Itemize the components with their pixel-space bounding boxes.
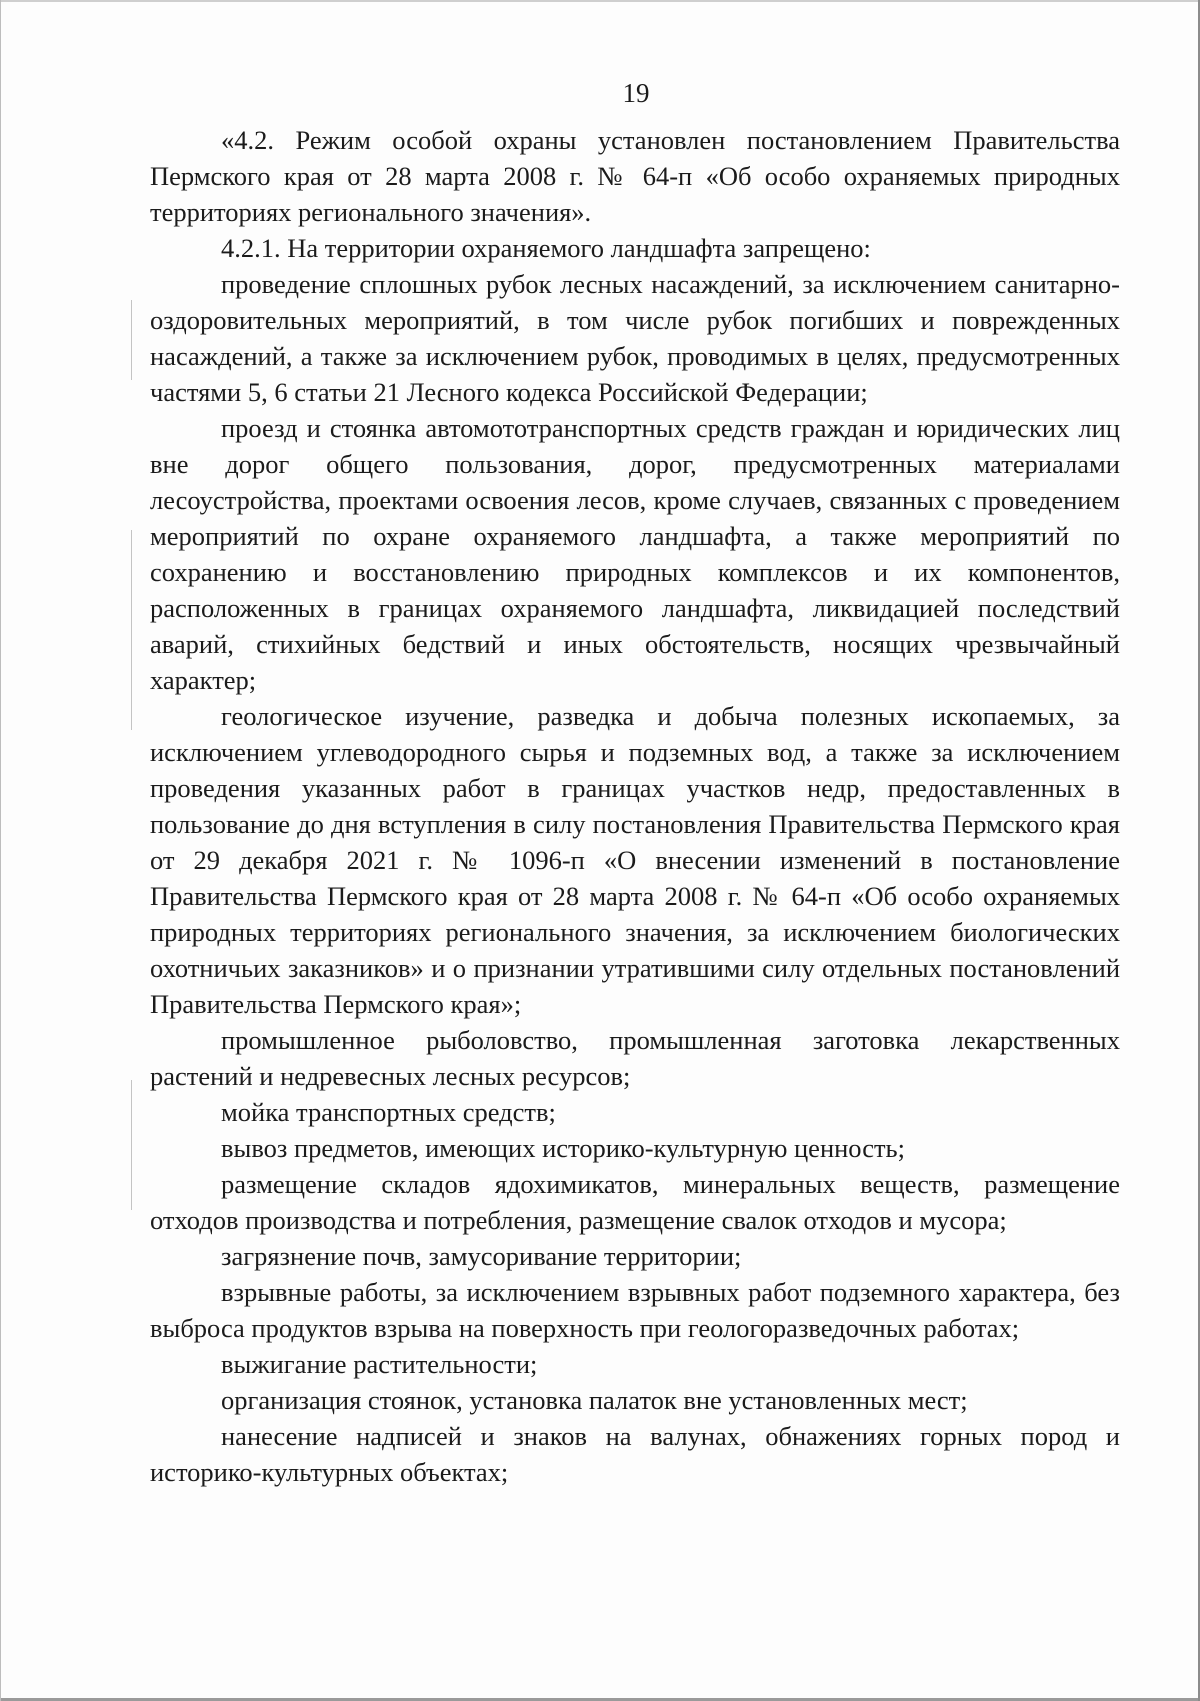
scan-margin-mark [131,1080,132,1210]
paragraph-4-2: «4.2. Режим особой охраны установлен постановлением Правительства Пермского края от 28 марта 2008 г. № 64-п «Об особо охраняемых природных территориях регионального значения». [150,125,1120,227]
scan-margin-mark [131,530,132,730]
scan-margin-mark [131,300,132,380]
list-item: взрывные работы, за исключением взрывных работ подземного характера, без выброса продуктов взрыва на поверхность при геологоразведочных работах; [150,1277,1120,1343]
scan-edge-top [1,0,1200,2]
list-item: размещение складов ядохимикатов, минеральных веществ, размещение отходов производства и потребления, размещение свалок отходов и мусора; [150,1169,1120,1235]
document-body [150,122,1120,1490]
list-item: загрязнение почв, замусоривание территории; [221,1241,742,1271]
list-item: выжигание растительности; [221,1349,538,1379]
list-item: проезд и стоянка автомототранспортных средств граждан и юридических лиц вне дорог общего пользования, дорог, предусмотренных материалами лесоустройства, проектами освоения лесов, кроме случаев, связанных с проведением мероприятий по охране охраняемого ландшафта, а также мероприятий по сохранению и восстановлению природных комплексов и их компонентов, расположенных в границах охраняемого ландшафта, ликвидацией последствий аварий, стихийных бедствий и иных обстоятельств, носящих чрезвычайный характер; [150,413,1120,695]
list-item: проведение сплошных рубок лесных насаждений, за исключением санитарно-оздоровительных мероприятий, в том числе рубок погибших и поврежденных насаждений, а также за исключением рубок, проводимых в целях, предусмотренных частями 5, 6 статьи 21 Лесного кодекса Российской Федерации; [150,269,1120,407]
page-number: 19 [622,78,650,108]
list-item: геологическое изучение, разведка и добыча полезных ископаемых, за исключением углеводородного сырья и подземных вод, а также за исключением проведения указанных работ в границах участков недр, предоставленных в пользование до дня вступления в силу постановления Правительства Пермского края от 29 декабря 2021 г. № 1096-п «О внесении изменений в постановление Правительства Пермского края от 28 марта 2008 г. № 64-п «Об особо охраняемых природных территориях регионального значения, за исключением биологических охотничьих заказников» и о признании утратившими силу отдельных постановлений Правительства Пермского края»; [150,701,1120,1019]
list-item: организация стоянок, установка палаток вне установленных мест; [221,1385,968,1415]
list-item: нанесение надписей и знаков на валунах, обнажениях горных пород и историко-культурных объектах; [150,1421,1120,1487]
list-item: вывоз предметов, имеющих историко-культурную ценность; [221,1133,906,1163]
list-item: промышленное рыболовство, промышленная заготовка лекарственных растений и недревесных лесных ресурсов; [150,1025,1120,1091]
list-item: мойка транспортных средств; [221,1097,556,1127]
paragraph-4-2-1: 4.2.1. На территории охраняемого ландшафта запрещено: [221,233,871,263]
